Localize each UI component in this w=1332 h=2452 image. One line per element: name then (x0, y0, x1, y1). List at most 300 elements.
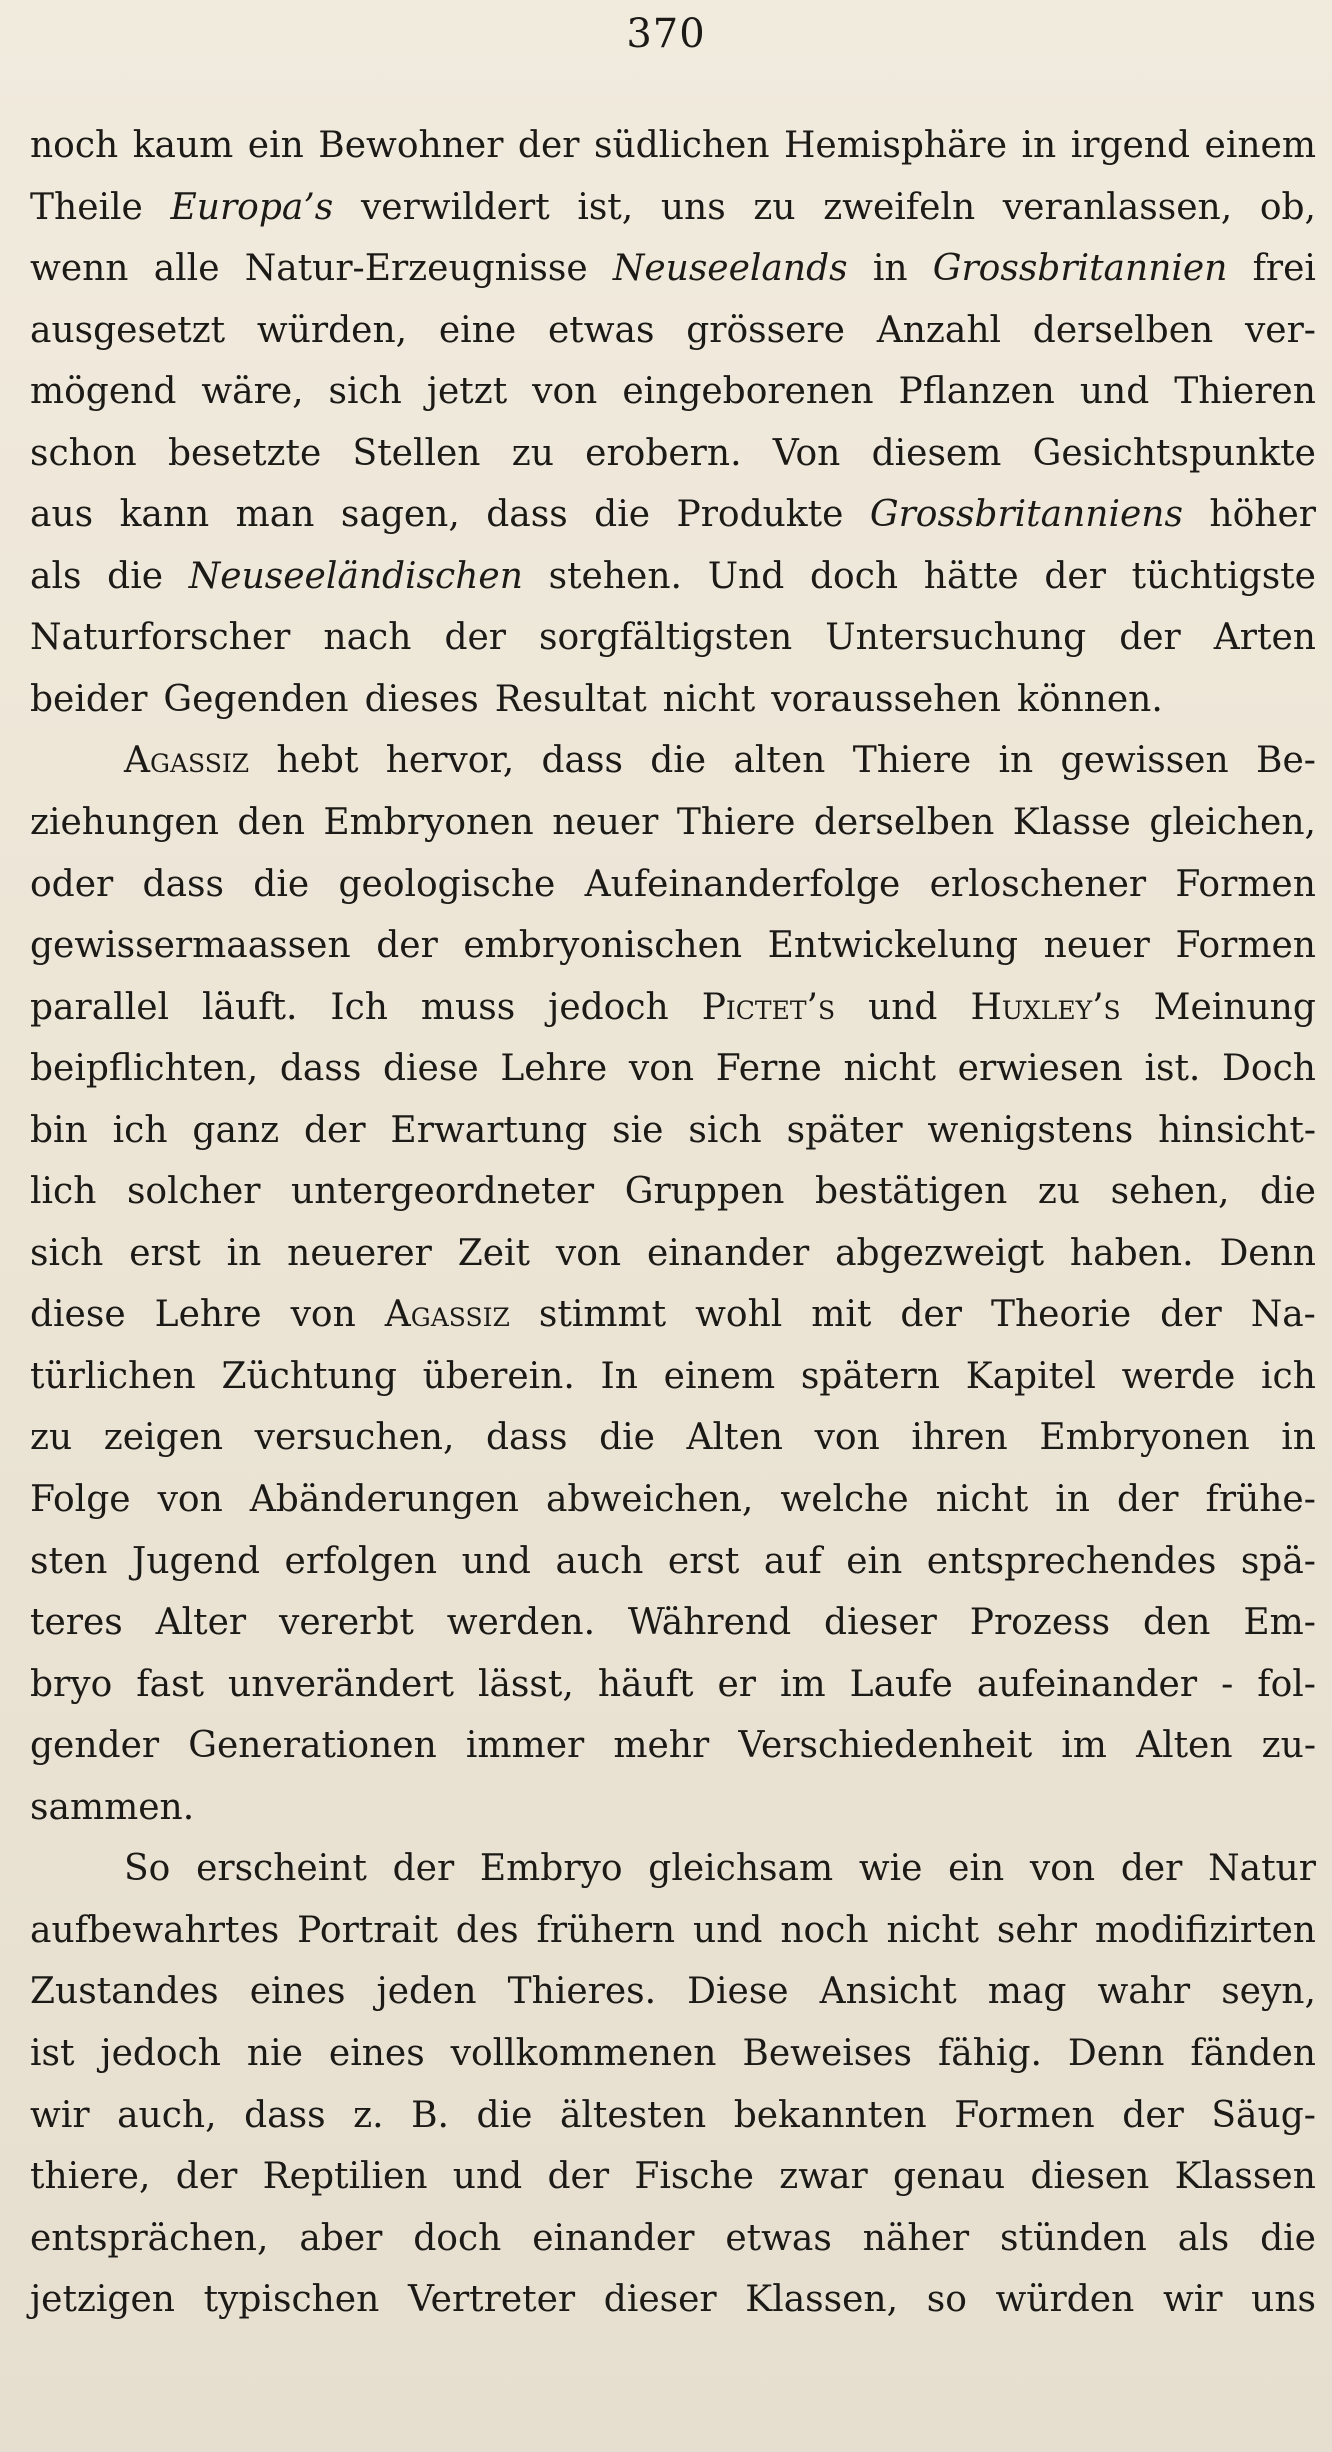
text-line (30, 1410, 1316, 1472)
word: die (599, 1417, 655, 1459)
word: der (444, 617, 506, 659)
word: In (600, 1355, 638, 1397)
word: erfolgen (284, 1540, 438, 1582)
word: ein (846, 1540, 903, 1582)
word: sagen, (340, 494, 460, 536)
word: sten (30, 1540, 108, 1582)
word: und (461, 1540, 531, 1582)
text-line (30, 672, 1316, 734)
word: voraussehen (771, 678, 1001, 720)
word: von (814, 1417, 880, 1459)
word: Huxley’s (970, 986, 1121, 1028)
text-line (30, 1964, 1316, 2026)
word: Embryonen (1039, 1417, 1250, 1459)
word: Natur-Erzeugnisse (244, 248, 588, 290)
word: Zeit (457, 1232, 531, 1274)
word: die (1260, 1171, 1316, 1213)
word: grössere (686, 309, 845, 351)
word: Gesichtspunkte (1032, 432, 1316, 474)
word: uns (660, 186, 726, 228)
word: der (303, 1109, 366, 1151)
word: ob, (1259, 186, 1316, 228)
text-line (30, 487, 1316, 549)
word: Formen (954, 2094, 1095, 2136)
word: doch (413, 2217, 502, 2259)
word: wie (858, 1848, 923, 1890)
word: Portrait (297, 1909, 438, 1951)
word: uns (1251, 2279, 1316, 2321)
word: die (650, 740, 707, 782)
word: einem (663, 1355, 776, 1397)
word: stünden (1000, 2217, 1147, 2259)
word: parallel (30, 986, 170, 1028)
text-line (30, 1534, 1316, 1596)
word: gewissen (1060, 740, 1229, 782)
word: wohl (695, 1294, 783, 1336)
word: Alten (1136, 1725, 1233, 1767)
word: Lehre (154, 1294, 262, 1336)
text-line (30, 1472, 1316, 1534)
word: und (693, 1909, 763, 1951)
word: B. (411, 2094, 449, 2136)
word: mag (987, 1971, 1067, 2013)
word: näher (862, 2217, 970, 2259)
word: von (290, 1294, 356, 1336)
word: auf (763, 1540, 822, 1582)
word: Produkte (676, 494, 844, 536)
word: Hemisphäre (784, 125, 1008, 166)
word: des (455, 1909, 519, 1951)
word: kaum (132, 125, 234, 166)
word: mögend (30, 371, 177, 413)
word: gender (30, 1725, 160, 1767)
word: eingeborenen (622, 371, 874, 413)
word: aber (299, 2217, 383, 2259)
word: und (868, 986, 938, 1028)
word: neuerer (287, 1232, 432, 1274)
word: die (594, 494, 651, 536)
word: Doch (1222, 1048, 1316, 1090)
word: Thieres. (507, 1971, 657, 2013)
word: Und (707, 555, 785, 597)
word: Be- (1255, 740, 1316, 782)
word: diesem (871, 432, 1002, 474)
word: der (547, 2156, 610, 2198)
word: von (555, 1232, 622, 1274)
word: Klassen (1174, 2156, 1316, 2198)
word: bestätigen (815, 1171, 1008, 1213)
word: ganz (192, 1109, 280, 1151)
word: ihren (911, 1417, 1008, 1459)
word: aus (30, 494, 94, 536)
word: noch (780, 1909, 869, 1951)
word: dass (279, 1048, 362, 1090)
text-line (30, 1041, 1316, 1103)
text-line (30, 1903, 1316, 1965)
word: Laufe (849, 1663, 953, 1705)
word: fänden (1190, 2032, 1316, 2074)
word: Neuseeländischen (188, 555, 523, 597)
word: der (1120, 1848, 1183, 1890)
text-line (30, 1103, 1316, 1165)
text-line (30, 980, 1316, 1042)
word: Gegenden (163, 678, 349, 720)
word: Züchtung (221, 1355, 397, 1397)
word: gleichen, (1149, 802, 1316, 844)
word: ich (1261, 1355, 1316, 1397)
word: häuft (597, 1663, 694, 1705)
word: von (1029, 1848, 1096, 1890)
word: typischen (203, 2279, 380, 2321)
word: alten (733, 740, 826, 782)
word: mit (811, 1294, 872, 1336)
text-line (30, 426, 1316, 488)
word: veranlassen, (1002, 186, 1233, 228)
word: höher (1209, 494, 1316, 536)
word: den (237, 802, 305, 844)
text-line (30, 1595, 1316, 1657)
word: in (872, 248, 908, 290)
word: wenn (30, 248, 129, 290)
word: mehr (613, 1725, 710, 1767)
text-line (30, 2026, 1316, 2088)
word: hätte (923, 555, 1019, 597)
word: wir (1162, 2279, 1223, 2321)
word: lässt, (477, 1663, 574, 1705)
word: ver- (1244, 309, 1316, 351)
word: Arten (1213, 617, 1316, 659)
word: zweifeln (823, 186, 976, 228)
word: jedoch (100, 2032, 221, 2074)
word: Europa’s (170, 186, 334, 228)
word: hebt (276, 740, 359, 782)
word: zu (1037, 1171, 1080, 1213)
word: Aufeinanderfolge (584, 863, 901, 905)
word: sich (688, 1109, 762, 1151)
text-line (30, 364, 1316, 426)
word: zu- (1261, 1725, 1316, 1767)
word: jedoch (548, 986, 669, 1028)
word: frühern (536, 1909, 676, 1951)
word: Stellen (352, 432, 481, 474)
word: wäre, (201, 371, 304, 413)
word: immer (465, 1725, 585, 1767)
word: sich (30, 1232, 104, 1274)
text-line (30, 241, 1316, 303)
text-line (30, 2088, 1316, 2150)
word: etwas (547, 309, 655, 351)
word: in (998, 740, 1034, 782)
word: Thiere (676, 802, 796, 844)
text-line (30, 1226, 1316, 1288)
text-line (30, 303, 1316, 365)
word: sehr (996, 1909, 1078, 1951)
word: Während (627, 1602, 792, 1644)
word: von (157, 1479, 223, 1521)
word: als (1177, 2217, 1230, 2259)
word: ist. (1144, 1048, 1201, 1090)
word: neuer (552, 802, 659, 844)
word: ist (30, 2032, 75, 2074)
word: eine (438, 309, 517, 351)
word: thiere, (30, 2156, 151, 2198)
word: zu (753, 186, 796, 228)
word: Folge (30, 1479, 131, 1521)
word: alle (153, 248, 220, 290)
word: verwildert (360, 186, 550, 228)
text-line (30, 857, 1316, 919)
word: wahr (1097, 1971, 1191, 2013)
word: Beweises (742, 2032, 913, 2074)
word: schon (30, 432, 137, 474)
text-line (30, 1349, 1316, 1411)
word: bryo (30, 1663, 113, 1705)
word: versuchen, (254, 1417, 455, 1459)
word: nach (323, 617, 412, 659)
word: Neuseelands (612, 248, 848, 290)
word: Agassiz (384, 1294, 510, 1336)
word: Abänderungen (249, 1479, 519, 1521)
word: So (124, 1848, 171, 1890)
word: aufeinander (976, 1663, 1198, 1705)
word: ältesten (559, 2094, 707, 2136)
word: erloschener (929, 863, 1147, 905)
word: Entwickelung (767, 925, 1019, 967)
word: dass (486, 1417, 568, 1459)
word: Diese (687, 1971, 789, 2013)
word: gleichsam (648, 1848, 834, 1890)
word: Naturforscher (30, 617, 291, 659)
word: der (900, 1294, 962, 1336)
word: vollkommenen (450, 2032, 717, 2074)
word: entsprächen, (30, 2217, 269, 2259)
word: jetzt (426, 371, 508, 413)
word: nie (246, 2032, 303, 2074)
word: so (926, 2279, 967, 2321)
word: Ferne (715, 1048, 822, 1090)
word: läuft. (202, 986, 298, 1028)
word: Denn (1067, 2032, 1165, 2074)
word: ausgesetzt (30, 309, 226, 351)
word: würden, (256, 309, 408, 351)
word: dass (486, 494, 568, 536)
word: Säug- (1211, 2094, 1316, 2136)
word: im (1061, 1725, 1107, 1767)
word: Denn (1219, 1232, 1316, 1274)
word: Thieren (1174, 371, 1316, 413)
word: zeigen (103, 1417, 224, 1459)
word: sorgfältigsten (539, 617, 793, 659)
word: in (1021, 125, 1057, 166)
word: Untersuchung (825, 617, 1087, 659)
word: Theile (30, 186, 143, 228)
word: der (392, 1848, 455, 1890)
text-line (30, 733, 1316, 795)
word: Generationen (188, 1725, 437, 1767)
word: unverändert (228, 1663, 454, 1705)
word: sehen, (1110, 1171, 1230, 1213)
word: spä- (1240, 1540, 1316, 1582)
word: Prozess (969, 1602, 1111, 1644)
word: dass (244, 2094, 326, 2136)
text-line (30, 1657, 1316, 1719)
word: beipflichten, (30, 1048, 259, 1090)
word: der (517, 125, 580, 166)
page-number: 370 (626, 11, 706, 57)
word: bekannten (733, 2094, 927, 2136)
word: südlichen (593, 125, 770, 166)
word: Natur (1208, 1848, 1316, 1890)
word: z. (353, 2094, 384, 2136)
word: etwas (725, 2217, 832, 2259)
word: türlichen (30, 1355, 196, 1397)
word: der (1160, 1294, 1222, 1336)
word: aufbewahrtes (30, 1909, 280, 1951)
word: der (1122, 2094, 1184, 2136)
word: wenigstens (927, 1109, 1134, 1151)
word: Kapitel (965, 1355, 1096, 1397)
word: sie (612, 1109, 664, 1151)
word: frühe- (1205, 1479, 1316, 1521)
word: Verschiedenheit (738, 1725, 1033, 1767)
word: jetzigen (30, 2279, 175, 2321)
word: irgend (1070, 125, 1191, 166)
word: überein. (422, 1355, 575, 1397)
word: können. (1017, 678, 1163, 720)
word: Meinung (1153, 986, 1316, 1028)
word: den (1142, 1602, 1211, 1644)
word: diese (30, 1294, 126, 1336)
word: fast (136, 1663, 205, 1705)
word: entsprechendes (926, 1540, 1217, 1582)
word: wir (30, 2094, 90, 2136)
word: die (253, 863, 310, 905)
word: nicht (935, 1479, 1029, 1521)
word: man (235, 494, 315, 536)
word: ich (112, 1109, 168, 1151)
word: Bewohner (318, 125, 504, 166)
word: teres (30, 1602, 123, 1644)
word: Lehre (500, 1048, 608, 1090)
word: und (1079, 371, 1150, 413)
word: auch, (117, 2094, 217, 2136)
word: einem (1204, 125, 1316, 166)
word: dass (142, 863, 224, 905)
word: derselben (813, 802, 995, 844)
word: fol- (1257, 1663, 1316, 1705)
word: nicht (843, 1048, 936, 1090)
word: hervor, (385, 740, 515, 782)
word: nicht (886, 1909, 979, 1951)
text-line (30, 1287, 1316, 1349)
word: einander (646, 1232, 810, 1274)
word: in (1281, 1417, 1316, 1459)
text-line (30, 1841, 1316, 1903)
word: neuer (1043, 925, 1150, 967)
word: Ansicht (819, 1971, 957, 2013)
word: Na- (1250, 1294, 1316, 1336)
word: zu (30, 1417, 73, 1459)
word: Em- (1243, 1602, 1316, 1644)
word: bin (30, 1109, 88, 1151)
word: ist, (577, 186, 634, 228)
text-line (30, 2211, 1316, 2273)
word: Embryo (479, 1848, 623, 1890)
body-text (30, 118, 1316, 2334)
word: dass (541, 740, 623, 782)
text-line (30, 1164, 1316, 1226)
word: und (452, 2156, 523, 2198)
word: der (175, 2156, 238, 2198)
word: genau (892, 2156, 1006, 2198)
text-line (30, 549, 1316, 611)
word: ein (948, 1848, 1005, 1890)
word: spätern (800, 1355, 940, 1397)
word: Vertreter (407, 2279, 576, 2321)
word: eines (328, 2032, 425, 2074)
word: der (376, 925, 438, 967)
word: erwiesen (957, 1048, 1123, 1090)
word: modifizirten (1094, 1909, 1316, 1951)
word: dieser (603, 2279, 717, 2321)
word: Klasse (1012, 802, 1131, 844)
word: auch (555, 1540, 644, 1582)
word: Jugend (131, 1540, 261, 1582)
word: beider (30, 678, 148, 720)
word: embryonischen (463, 925, 743, 967)
word: Alten (686, 1417, 783, 1459)
word: als (30, 555, 82, 597)
text-line (30, 1780, 1316, 1842)
word: Reptilien (262, 2156, 428, 2198)
word: zu (511, 432, 554, 474)
word: ein (247, 125, 304, 166)
word: solcher (126, 1171, 261, 1213)
word: gewissermaassen (30, 925, 351, 967)
word: tüchtigste (1131, 555, 1316, 597)
word: nicht (662, 678, 756, 720)
text-line (30, 2272, 1316, 2334)
word: von (628, 1048, 695, 1090)
word: muss (420, 986, 516, 1028)
word: Erwartung (390, 1109, 588, 1151)
word: diese (383, 1048, 479, 1090)
word: werden. (446, 1602, 596, 1644)
word: geologische (338, 863, 556, 905)
word: Resultat (494, 678, 647, 720)
word: Alter (155, 1602, 247, 1644)
word: abgezweigt (835, 1232, 1045, 1274)
word: diesen (1030, 2156, 1150, 2198)
word: später (786, 1109, 903, 1151)
word: Grossbritannien (932, 248, 1228, 290)
word: fähig. (937, 2032, 1042, 2074)
word: im (779, 1663, 826, 1705)
word: jeden (376, 1971, 477, 2013)
word: Formen (1175, 863, 1316, 905)
text-line (30, 610, 1316, 672)
word: untergeordneter (291, 1171, 595, 1213)
word: Gruppen (624, 1171, 785, 1213)
word: Embryonen (323, 802, 534, 844)
word: Formen (1175, 925, 1316, 967)
word: würden (995, 2279, 1135, 2321)
word: abweichen, (545, 1479, 754, 1521)
word: vererbt (278, 1602, 414, 1644)
word: erscheint (196, 1848, 367, 1890)
word: Agassiz (124, 740, 250, 782)
word: stehen. (548, 555, 682, 597)
